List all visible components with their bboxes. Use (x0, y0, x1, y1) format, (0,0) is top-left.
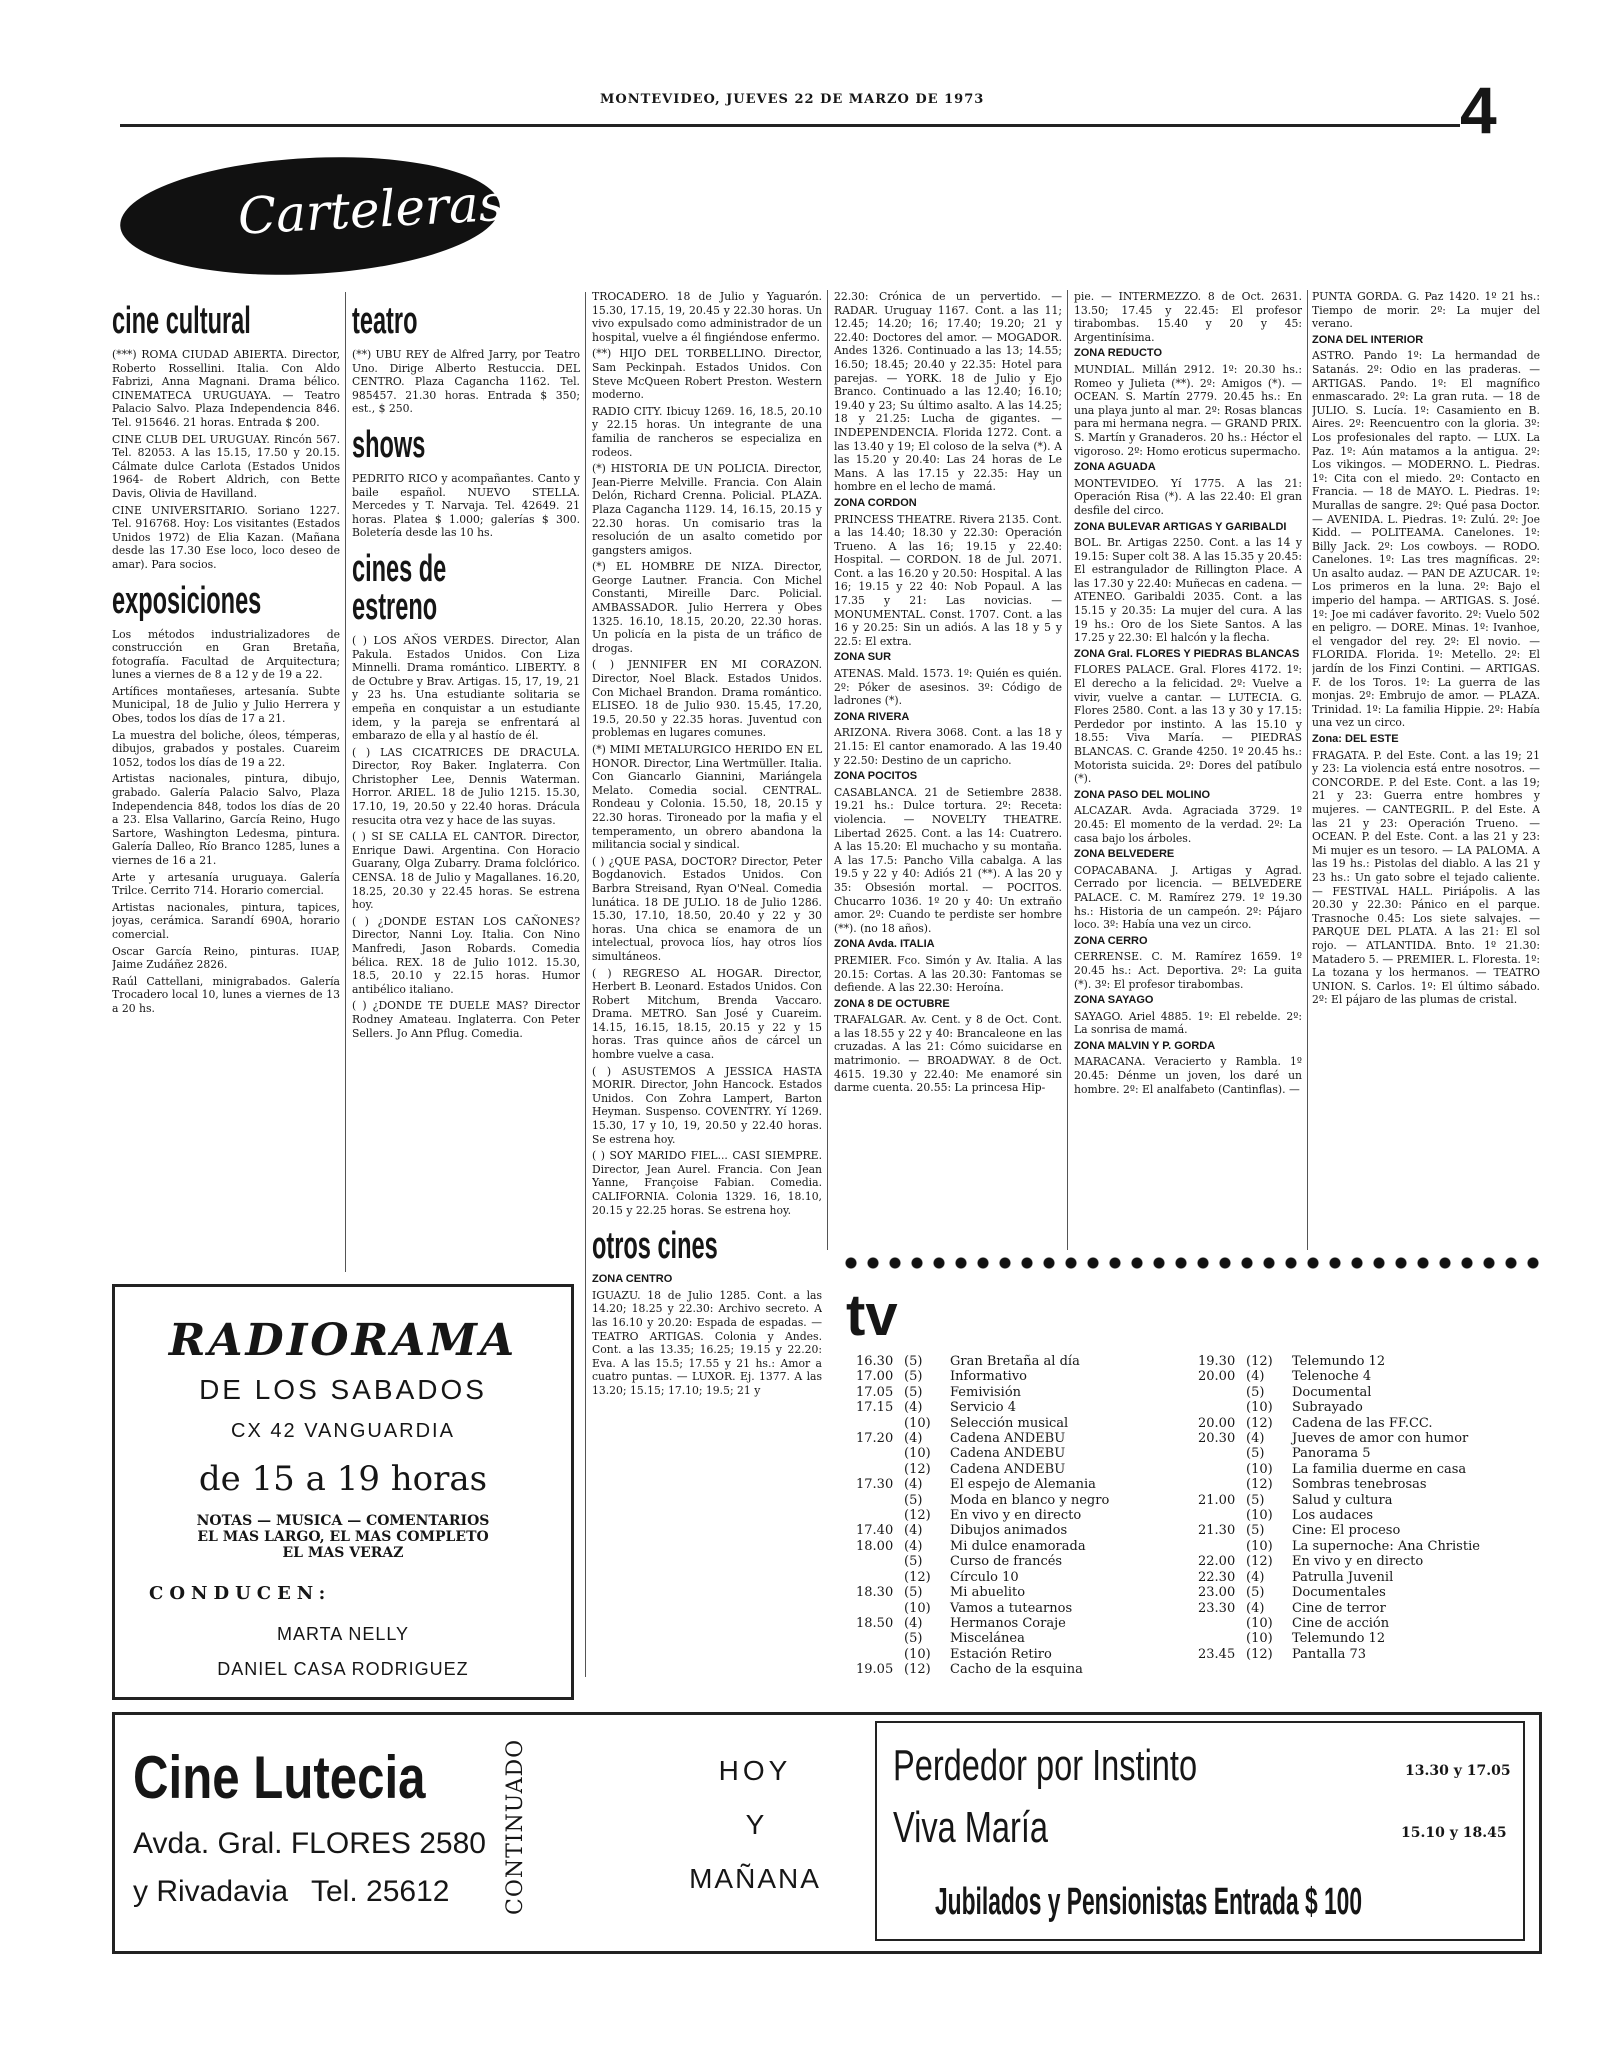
tv-channel: (5) (904, 1585, 923, 1601)
zone-heading: ZONA BULEVAR ARTIGAS Y GARIBALDI (1074, 520, 1287, 533)
tv-program: Panorama 5 (1292, 1446, 1371, 1462)
film-2-times: 15.10 y 18.45 (1401, 1825, 1507, 1841)
tv-time: 20.30 (1198, 1431, 1236, 1447)
tv-channel: (10) (1246, 1400, 1273, 1416)
tv-time: 17.30 (856, 1477, 894, 1493)
tv-channel: (4) (1246, 1431, 1265, 1447)
listing: (*) MIMI METALURGICO HERIDO EN EL HONOR. Director, Lina Wertmüller. Italia. Con Giancarlo Giannini, Mariángela Melato. Comedia social. CENTRAL. Rondeau y Colonia. 15.50, 18, 20.15 y 22.30 horas. Tironeado por la mafia y el temperamento, un obrero abandona la militancia social y sindical. (592, 743, 822, 852)
tv-channel: (5) (1246, 1523, 1265, 1539)
tv-channel: (5) (904, 1354, 923, 1369)
tv-time (1198, 1462, 1246, 1477)
tv-channel: (5) (904, 1492, 923, 1508)
tv-row (1198, 1647, 1538, 1662)
tv-program: Informativo (950, 1369, 1027, 1385)
tv-time (856, 1601, 904, 1616)
radiorama-tagline-1: NOTAS — MUSICA — COMENTARIOS (196, 1513, 490, 1529)
tv-channel: (4) (1246, 1369, 1265, 1385)
tv-channel: (12) (904, 1461, 931, 1477)
tv-program: Estación Retiro (950, 1646, 1052, 1662)
tv-row (1198, 1446, 1538, 1461)
lutecia-phone: Tel. 25612 (311, 1875, 450, 1908)
tv-time: 22.30 (1198, 1569, 1236, 1585)
tv-time: 17.00 (856, 1369, 894, 1385)
radiorama-host-2: DANIEL CASA RODRIGUEZ (217, 1659, 469, 1679)
tv-program: Pantalla 73 (1292, 1646, 1367, 1662)
tv-time: 17.40 (856, 1523, 894, 1539)
tv-row (1198, 1616, 1538, 1631)
lutecia-address: Avda. Gral. FLORES 2580 (133, 1827, 486, 1860)
tv-program: Selección musical (950, 1415, 1069, 1431)
tv-program: Patrulla Juvenil (1292, 1569, 1394, 1585)
tv-program: Mi dulce enamorada (950, 1538, 1086, 1554)
y-label: Y (745, 1809, 765, 1840)
radiorama-ad (112, 1284, 574, 1700)
tv-row (1198, 1601, 1538, 1616)
listing: PREMIER. Fco. Simón y Av. Italia. A las 20.15: Cortas. A las 20.30: Fantomas se defiende. A las 22.30: Heroína. (834, 953, 1062, 995)
tv-time: 23.00 (1198, 1585, 1236, 1601)
tv-row (1198, 1400, 1538, 1415)
hoy-label: HOY (718, 1755, 792, 1786)
tv-program: Los audaces (1292, 1508, 1374, 1524)
tv-program: Círculo 10 (950, 1569, 1019, 1585)
tv-row (856, 1508, 1186, 1523)
manana-label: MAÑANA (689, 1863, 821, 1894)
listing: TRAFALGAR. Av. Cent. y 8 de Oct. Cont. a las 18.55 y 22 y 40: Brancaleone en las cruzadas. A las 21: Cómo suicidarse en matrimonio. — BROADWAY. 8 de Oct. 4615. 19.30 y 22.40: Me enamoré sin darme cuenta. 20.55: La princesa Hip- (834, 1013, 1062, 1095)
dotted-separator (840, 1256, 1540, 1270)
tv-row (1198, 1477, 1538, 1492)
listing: pie. — INTERMEZZO. 8 de Oct. 2631. 13.50; 17.45 y 22.45: El profesor tirabombas. 15.40 y 20 y 45: Argentinísima. (1074, 290, 1302, 344)
film-2-title: Viva María (893, 1803, 1049, 1852)
tv-channel: (12) (1246, 1554, 1273, 1570)
listing: MUNDIAL. Millán 2912. 1º: 20.30 hs.: Romeo y Julieta (**). 2º: Amigos (*). — OCEAN. S. Martín 2779. 20.45 hs.: En una playa junto al mar. 2º: Rosas blancas para mi hermana negra. — GRAND PRIX. S. Martín y Granaderos. 20 hs.: Héctor el vigoroso. 2º: Homo eroticus supermacho. (1074, 362, 1302, 458)
tv-channel: (10) (904, 1446, 931, 1462)
zone-heading: ZONA Avda. ITALIA (834, 938, 935, 951)
radiorama-host-1: MARTA NELLY (276, 1624, 410, 1644)
zone-heading: ZONA CERRO (1074, 934, 1148, 947)
tv-time (1198, 1385, 1246, 1400)
tv-channel: (10) (1246, 1461, 1273, 1477)
listing: ( ) LOS AÑOS VERDES. Director, Alan Pakula. Estados Unidos. Con Liza Minnelli. Drama romántico. LIBERTY. 8 de Octubre y Brav. Artigas. 15, 17, 19, 21 y 23 hs. Una estudiante solitaria se empeña en conquistar a un estudiante idem, y la pareja se enfrentará al embarazo de ella y al hastío de él. (352, 633, 580, 743)
listing: BOL. Br. Artigas 2250. Cont. a las 14 y 19.15: Super colt 38. A las 15.35 y 20.45: El estrangulador de Rillington Place. A las 17.30 y 22.40: Muñecas en cadena. — ATENEO. Garibaldi 2035. Cont. a las 15.15 y 20.35: La mujer del cura. A las 19 hs.: Oro de los Siete Santos. A las 17.25 y 22.30: El halcón y la flecha. (1074, 536, 1302, 645)
tv-row (856, 1570, 1186, 1585)
tv-time: 17.20 (856, 1431, 894, 1447)
tv-row (856, 1662, 1186, 1677)
listing: Arte y artesanía uruguaya. Galería Trilce. Cerrito 714. Horario comercial. (112, 870, 340, 898)
tv-row (1198, 1508, 1538, 1523)
tv-row (1198, 1585, 1538, 1600)
tv-channel: (5) (904, 1384, 923, 1400)
tv-program: En vivo y en directo (1292, 1554, 1424, 1570)
listing: (**) UBU REY de Alfred Jarry, por Teatro Uno. Dirige Alberto Restuccia. DEL CENTRO. Plaza Cagancha 1162. Tel. 985457. 21.30 horas. Entrada $ 350; est., $ 250. (352, 348, 580, 416)
tv-channel: (4) (1246, 1600, 1265, 1616)
header-rule (120, 124, 1460, 127)
tv-program: Sombras tenebrosas (1292, 1477, 1427, 1493)
listing: ALCAZAR. Avda. Agraciada 3729. 1º 20.45: El momento de la verdad. 2º: La casa bajo los árboles. (1074, 804, 1302, 845)
tv-row (1198, 1369, 1538, 1384)
listing: Oscar García Reino, pinturas. IUAP, Jaime Zudáñez 2826. (112, 944, 340, 972)
tv-time: 18.30 (856, 1585, 894, 1601)
tv-program: Telenoche 4 (1292, 1369, 1372, 1385)
listing: IGUAZU. 18 de Julio 1285. Cont. a las 14.20; 18.25 y 22.30: Archivo secreto. A las 16.10 y 20.20: Espada de espadas. — TEATRO ARTIGAS. Colonia y Andes. Cont. a las 13.35; 16.25; 19.15 y 22.20: Eva. A las 15.5; 17.55 y 21 hs.: Amor a cuatro puntas. — LUXOR. Ej. 1377. A las 13.20; 15.15; 17.10; 19.5; 21 y (592, 1288, 822, 1397)
tv-row (856, 1369, 1186, 1384)
tv-channel: (12) (904, 1508, 931, 1524)
listing: ARIZONA. Rivera 3068. Cont. a las 18 y 21.15: El cantor enamorado. A las 19.40 y 22.50: Destino de un capricho. (834, 726, 1062, 767)
tv-time: 19.30 (1198, 1354, 1236, 1369)
tv-program: Cadena de las FF.CC. (1292, 1415, 1433, 1431)
tv-program: Documentales (1292, 1585, 1386, 1601)
logo-text: Carteleras (236, 173, 506, 246)
tv-time: 22.00 (1198, 1554, 1236, 1570)
tv-channel: (4) (904, 1477, 923, 1493)
tv-row (1198, 1416, 1538, 1431)
tv-row (856, 1477, 1186, 1492)
section-title-cine-cultural: cine cultural (112, 300, 251, 342)
tv-channel: (12) (1246, 1477, 1273, 1493)
tv-channel: (10) (904, 1646, 931, 1662)
tv-row (856, 1616, 1186, 1631)
listing: PUNTA GORDA. G. Paz 1420. 1º 21 hs.: Tiempo de morir. 2º: La mujer del verano. (1312, 290, 1540, 331)
tv-row (1198, 1431, 1538, 1446)
tv-program: Curso de francés (950, 1554, 1063, 1570)
zone-heading: ZONA AGUADA (1074, 461, 1156, 474)
tv-channel: (5) (1246, 1585, 1265, 1601)
tv-time (1198, 1539, 1246, 1554)
continuado-label: CONTINUADO (503, 1738, 528, 1915)
tv-row (856, 1462, 1186, 1477)
tv-time (1198, 1616, 1246, 1631)
tv-time (856, 1554, 904, 1569)
listing: ( ) ¿QUE PASA, DOCTOR? Director, Peter Bogdanovich. Estados Unidos. Con Barbra Streisand, Ryan O'Neal. Comedia lunática. 18 DE JULIO. 18 de Julio 1286. 15.30, 17.10, 18.50, 20.40 y 22 y 30 horas. Una chica se enamora de un intelectual, provoca líos, hay otros líos simultáneos. (592, 854, 822, 963)
section-title-teatro: teatro (352, 300, 418, 342)
tv-time (1198, 1400, 1246, 1415)
zone-heading: ZONA CORDON (834, 496, 917, 509)
tv-row (1198, 1631, 1538, 1646)
tv-row (856, 1446, 1186, 1461)
radiorama-line1: DE LOS SABADOS (199, 1374, 487, 1405)
listing: ( ) SOY MARIDO FIEL... CASI SIEMPRE. Director, Jean Aurel. Francia. Con Jean Yanne, Françoise Fabian. Comedia. CALIFORNIA. Colonia 1329. 16, 18.10, 20.15 y 22.25 horas. Se estrena hoy. (592, 1149, 822, 1217)
listing: ( ) JENNIFER EN MI CORAZON. Director, Noel Black. Estados Unidos. Con Michael Brandon. Drama romántico. ELISEO. 18 de Julio 930. 15.45, 17.20, 19.5, 20.50 y 22.35 horas. Juventud con problemas en lugares comunes. (592, 658, 822, 740)
tv-time (1198, 1477, 1246, 1492)
column-rule (1067, 290, 1068, 1250)
listing: MARACANA. Veracierto y Rambla. 1º 20.45: Dénme un joven, los daré un hombre. 2º: El analfabeto (Cantinflas). — (1074, 1055, 1302, 1096)
tv-program: Moda en blanco y negro (950, 1492, 1110, 1508)
tv-channel: (10) (1246, 1508, 1273, 1524)
tv-channel: (5) (904, 1369, 923, 1385)
tv-time: 18.00 (856, 1538, 894, 1554)
column-otros-cines-2 (834, 290, 1062, 1250)
listing: CASABLANCA. 21 de Setiembre 2838. 19.21 hs.: Dulce tortura. 2º: Receta: violencia. — NOVELTY THEATRE. Libertad 2625. Cont. a las 14: Cuatrero. A las 15.20: El muchacho y su montaña. A las 17.5: Pancho Villa cabalga. A las 19.5 y 22 y 40: Adiós 21 (**). A las 20 y 35: Obsesión mortal. — POCITOS. Chucarro 1036. 1º 20 y 40: Un extraño amor. 2º: Cuando te perdiste ser hombre (**). (no 18 años). (834, 785, 1062, 935)
zone-heading: ZONA REDUCTO (1074, 347, 1162, 360)
film-1-times: 13.30 y 17.05 (1405, 1763, 1511, 1779)
tv-program: Cacho de la esquina (950, 1662, 1083, 1678)
tv-channel: (10) (904, 1600, 931, 1616)
tv-row (1198, 1554, 1538, 1569)
tv-row (856, 1539, 1186, 1554)
tv-time: 23.30 (1198, 1600, 1236, 1616)
lutecia-ad (112, 1712, 1542, 1954)
tv-time (856, 1446, 904, 1461)
tv-row (856, 1493, 1186, 1508)
tv-program: Cine: El proceso (1292, 1523, 1401, 1539)
tv-channel: (4) (1246, 1569, 1265, 1585)
zone-heading: ZONA SAYAGO (1074, 994, 1154, 1007)
tv-time: 20.00 (1198, 1369, 1236, 1385)
listing: ASTRO. Pando 1º: La hermandad de Satanás. 2º: Odio en las praderas. — ARTIGAS. Pando. 1º: El magnífico enmascarado. 2º: La gran ruta. — 18 de JULIO. S. Lucía. 1º: Casamiento en B. Aires. 2º: Reencuentro con la gloria. 3º: Los profesionales del rapto. — LUX. La Paz. 1º: Aún matamos a la antigua. 2º: Los vikingos. — MODERNO. L. Piedras. 1º: Cita con el miedo. 2º: Contacto en Francia. — 18 de MAYO. L. Piedras. 1º: Murallas de sangre. 2º: Qué pasa Doctor. — AVENIDA. L. Piedras. 1º: Zulú. 2º: Joe Kidd. — POLITEAMA. Canelones. 1º: Billy Jack. 2º: Los cowboys. — RODO. Canelones. 1º: Las tres magníficas. 2º: Un asalto audaz. — PAN DE AZUCAR. 1º: Los primeros en la luna. 2º: Bajo el imperio del hampa. — ARTIGAS. S. José. 1º: Joe mi cadáver favorito. 2º: Vuelo 502 en peligro. — DORE. Minas. 1º: Ivanhoe, el vengador del rey. 2º: El novio. — FLORIDA. Florida. 1º: Metello. 2º: El jardín de los Finzi Contini. — ARTIGAS. F. de los Toros. 1º: La guerra de las monjas. 2º: Embrujo de amor. — PLAZA. Trinidad. 1º: La familia Hippie. 2º: Había una vez un circo. (1312, 349, 1540, 730)
radiorama-tagline-3: EL MAS VERAZ (282, 1545, 404, 1561)
tv-row (856, 1354, 1186, 1369)
tv-section (846, 1282, 1536, 1682)
tv-row (856, 1585, 1186, 1600)
zone-heading: Zona: DEL ESTE (1312, 733, 1399, 745)
section-title-shows: shows (352, 423, 426, 466)
tv-channel: (12) (904, 1662, 931, 1678)
listing: CERRENSE. C. M. Ramírez 1659. 1º 20.45 hs.: Act. Deportiva. 2º: La guita (*). 3º: El profesor tirabombas. (1074, 950, 1302, 991)
tv-program: La familia duerme en casa (1292, 1461, 1467, 1477)
listing: ATENAS. Mald. 1573. 1º: Quién es quién. 2º: Póker de asesinos. 3º: Código de ladrones (*). (834, 667, 1062, 708)
tv-program: Cine de terror (1292, 1600, 1386, 1616)
tv-program: Subrayado (1292, 1400, 1363, 1416)
radiorama-title: RADIORAMA (168, 1315, 518, 1366)
tv-program: En vivo y en directo (950, 1508, 1082, 1524)
listing: Artífices montañeses, artesanía. Subte Municipal, 18 de Julio y Julio Herrera y Obes, todos los días de 17 a 21. (112, 684, 340, 726)
tv-row (1198, 1354, 1538, 1369)
tv-row (1198, 1539, 1538, 1554)
tv-row (856, 1554, 1186, 1569)
tv-row (856, 1385, 1186, 1400)
tv-program: Cine de acción (1292, 1615, 1390, 1631)
tv-time (856, 1631, 904, 1646)
listing: (***) ROMA CIUDAD ABIERTA. Director, Roberto Rossellini. Italia. Con Aldo Fabrizi, Anna Magnani. Drama bélico. CINEMATECA URUGUAYA. — Teatro Palacio Salvo. Plaza Independencia 846. Tel. 915646. 21 horas. Entrada $ 200. (112, 348, 340, 429)
listing: MONTEVIDEO. Yí 1775. A las 21: Operación Risa (*). A las 22.40: El gran desfile del circo. (1074, 476, 1302, 517)
listing: ( ) ASUSTEMOS A JESSICA HASTA MORIR. Director, John Hancock. Estados Unidos. Con Zohra Lampert, Barton Heyman. Suspenso. COVENTRY. Yí 1269. 15.30, 17 y 10, 19, 20.50 y 22.40 horas. Se estrena hoy. (592, 1064, 822, 1146)
tv-program: Cadena ANDEBU (950, 1446, 1066, 1462)
radiorama-hours: de 15 a 19 horas (198, 1459, 488, 1499)
carteleras-logo (117, 148, 506, 284)
tv-time: 21.30 (1198, 1523, 1236, 1539)
listing: ( ) REGRESO AL HOGAR. Director, Herbert B. Leonard. Estados Unidos. Con Robert Mitchum, Brenda Vaccaro. Drama. METRO. San José y Cuareim. 14.15, 16.15, 18.15, 20.15 y 22 y 15 horas. Tras quince años de cárcel un hombre vuelve a casa. (592, 966, 822, 1062)
tv-program: El espejo de Alemania (950, 1477, 1096, 1493)
tv-time (1198, 1446, 1246, 1461)
listing: Artistas nacionales, pintura, tapices, joyas, cerámica. Sarandí 690A, horario comercial. (112, 900, 340, 941)
tv-program: Mi abuelito (950, 1585, 1026, 1601)
zone-heading: ZONA POCITOS (834, 770, 918, 783)
column-interior-este (1312, 290, 1540, 1250)
tv-time (856, 1493, 904, 1508)
column-estreno-continued (592, 290, 822, 1675)
tv-channel: (4) (904, 1538, 923, 1554)
zone-heading: ZONA SUR (834, 651, 892, 664)
tv-row (856, 1647, 1186, 1662)
section-title-exposiciones: exposiciones (112, 579, 262, 622)
zone-heading: ZONA RIVERA (834, 710, 910, 723)
listing: TROCADERO. 18 de Julio y Yaguarón. 15.30, 17.15, 19, 20.45 y 22.30 horas. Un vivo expulsado como administrador de un hospital, vuelve a él fingiéndose enfermo. (592, 290, 822, 344)
tv-program: Cadena ANDEBU (950, 1461, 1066, 1477)
section-title-cines-estreno: cines de estreno (352, 547, 447, 628)
tv-time (1198, 1508, 1246, 1523)
tv-program: Salud y cultura (1292, 1492, 1393, 1508)
tv-channel: (12) (904, 1569, 931, 1585)
listing: Los métodos industrializadores de construcción en Gran Bretaña, fotografía. Facultad de Arquitectura; lunes a viernes de 8 a 12 y de 19 a 22. (112, 627, 340, 682)
column-rule (345, 292, 346, 1272)
tv-row (1198, 1462, 1538, 1477)
tv-program: Cadena ANDEBU (950, 1431, 1066, 1447)
film-1-title: Perdedor por Instinto (893, 1741, 1198, 1790)
tv-right-column (1198, 1354, 1538, 1662)
tv-channel: (4) (904, 1523, 923, 1539)
tv-row (856, 1431, 1186, 1446)
tv-channel: (5) (904, 1631, 923, 1647)
tv-row (856, 1416, 1186, 1431)
tv-time (856, 1647, 904, 1662)
tv-row (856, 1601, 1186, 1616)
listing: (**) HIJO DEL TORBELLINO. Director, Sam Peckinpah. Estados Unidos. Con Steve McQueen Robert Preston. Western moderno. (592, 347, 822, 402)
tv-program: Hermanos Coraje (950, 1615, 1066, 1631)
tv-program: Miscelánea (950, 1631, 1025, 1647)
page-number: 4 (1460, 73, 1497, 147)
tv-program: Vamos a tutearnos (950, 1600, 1073, 1616)
listing: CINE CLUB DEL URUGUAY. Rincón 567. Tel. 82053. A las 15.15, 17.50 y 20.15. Cálmate dulce Carlota (Estados Unidos 1964- de Robert Aldrich, con Bette Davis, Olivia de Havilland. (112, 432, 340, 500)
tv-channel: (12) (1246, 1646, 1273, 1662)
tv-time: 20.00 (1198, 1415, 1236, 1431)
listing: La muestra del boliche, óleos, témperas, dibujos, grabados y postales. Cuareim 1052, todos los días de 19 a 22. (112, 728, 340, 769)
tv-row (1198, 1493, 1538, 1508)
tv-time: 21.00 (1198, 1492, 1236, 1508)
zone-heading: ZONA DEL INTERIOR (1312, 333, 1424, 346)
tv-time: 17.05 (856, 1384, 894, 1400)
zone-heading: ZONA Gral. FLORES Y PIEDRAS BLANCAS (1074, 647, 1300, 660)
tv-time (856, 1416, 904, 1431)
tv-row (1198, 1385, 1538, 1400)
listing: RADIO CITY. Ibicuy 1269. 16, 18.5, 20.10 y 22.15 horas. Un integrante de una familia de rancheros se especializa en rodeos. (592, 404, 822, 459)
tv-left-column (856, 1354, 1186, 1678)
tv-channel: (10) (1246, 1615, 1273, 1631)
tv-channel: (12) (1246, 1354, 1273, 1369)
tv-channel: (4) (904, 1615, 923, 1631)
tv-program: Jueves de amor con humor (1292, 1431, 1469, 1447)
column-cine-cultural (112, 292, 340, 1272)
tv-time: 16.30 (856, 1354, 894, 1369)
tv-channel: (5) (1246, 1384, 1265, 1400)
tv-row (856, 1523, 1186, 1538)
column-teatro (352, 292, 580, 1272)
listing: Raúl Cattellani, minigrabados. Galería Trocadero local 10, lunes a viernes de 13 a 20 hs. (112, 974, 340, 1015)
listing: PEDRITO RICO y acompañantes. Canto y baile español. NUEVO STELLA. Mercedes y T. Narvaja. Tel. 42649. 21 horas. Platea $ 1.000; galerías $ 300. Boletería desde las 10 hs. (352, 471, 580, 540)
tv-channel: (10) (1246, 1631, 1273, 1647)
radiorama-conducen: CONDUCEN: (149, 1583, 332, 1604)
listing: (*) HISTORIA DE UN POLICIA. Director, Jean-Pierre Melville. Francia. Con Alain Delón, Richard Crenna. Policial. PLAZA. Plaza Cagancha 1129. 14, 16.15, 20.15 y 22.30 horas. Un comisario tras la resolución de un asalto cometido por gangsters amigos. (592, 462, 822, 557)
dateline: MONTEVIDEO, JUEVES 22 DE MARZO DE 1973 (600, 92, 985, 107)
tv-time (856, 1462, 904, 1477)
lutecia-address-2: y Rivadavia (133, 1875, 289, 1908)
lutecia-name: Cine Lutecia (133, 1744, 426, 1811)
tv-program: Gran Bretaña al día (950, 1354, 1080, 1369)
listing: ( ) LAS CICATRICES DE DRACULA. Director, Roy Baker. Inglaterra. Con Christopher Lee, Dennis Waterman. Horror. ARIEL. 18 de Julio 1215. 15.30, 17.10, 19, 20.50 y 22.40 horas. Drácula resucita otra vez y hace de las suyas. (352, 745, 580, 827)
listing: COPACABANA. J. Artigas y Agrad. Cerrado por licencia. — BELVEDERE PALACE. C. M. Ramírez 279. 1º 19.30 hs.: Historia de un campeón. 2º: Pájaro loco. 3º: Había una vez un circo. (1074, 863, 1302, 932)
tv-time (1198, 1631, 1246, 1646)
listing: FRAGATA. P. del Este. Cont. a las 19; 21 y 23: La violencia está entre nosotros. — CONCORDE. P. del Este. Cont. a las 19; 21 y 23: Guerra entre hombres y mujeres. — CANTEGRIL. P. del Este. A las 21 y 23: Operación Trueno. — OCEAN. P. del Este. Cont. a las 21 y 23: Mi mujer es un tesoro. — LA PALOMA. A las 19 hs.: Pistolas del diablo. A las 21 y 23 hs.: Un gato sobre el tejado caliente. — FESTIVAL HALL. Piriápolis. A las 20.30 y 22.30: Pánico en el parque. Trasnoche 0.45: Los siete salvajes. — PARQUE DEL PLATA. A las 21: El sol rojo. — ATLANTIDA. Bnto. 1º 21.30: Matadero 5. — PREMIER. L. Floresta. 1º: La tozana y los hermanos. — TEATRO UNION. S. Carlos. 1º: El último sábado. 2º: El pájaro de las plumas de cristal. (1312, 748, 1540, 1007)
tv-channel: (4) (904, 1431, 923, 1447)
listing: 22.30: Crónica de un pervertido. — RADAR. Uruguay 1167. Cont. a las 11; 12.45; 14.20; 16; 17.40; 19.20; 21 y 22.40: Doctores del amor. — MOGADOR. Andes 1326. Continuado a las 13; 14.55; 16.50; 18.45; 20.40 y 22.35: Hotel para parejas. — YORK. 18 de Julio y Ejo Branco. Continuado a las 12.40; 16.10; 19.40 y 23; Su último asalto. A las 14.25; 18 y 21.25: Lucha de gigantes. — INDEPENDENCIA. Florida 1272. Cont. a las 13.40 y 19; El coloso de la selva (*). A las 15.20 y 20.40: Las 24 horas de Le Mans. A las 17.15 y 22.35: Hay un hombre en el lecho de mamá. (834, 290, 1062, 494)
zone-heading: ZONA 8 DE OCTUBRE (834, 997, 950, 1010)
tv-program: Documental (1292, 1384, 1372, 1400)
tv-channel: (5) (904, 1554, 923, 1570)
listing: PRINCESS THEATRE. Rivera 2135. Cont. a las 14.40; 18.30 y 22.30: Operación Trueno. A las 16; 19.15 y 22.40: Hospital. — CORDON. 18 de Jul. 2071. Cont. a las 16.20 y 20.50: Hospital. A las 16; 19.15 y 22 40: Nob Popaul. A las 17.35 y 21: Las novicias. — MONUMENTAL. Const. 1707. Cont. a las 16 y 20.25: Sin un adiós. A las 18 y 5 y 22.5: El extra. (834, 512, 1062, 648)
listing: ( ) SI SE CALLA EL CANTOR. Director, Enrique Dawi. Argentina. Con Horacio Guarany, Olga Zubarry. Drama folclórico. CENSA. 18 de Julio y Magallanes. 16.20, 18.25, 20.30 y 22.45 horas. Se estrena hoy. (352, 830, 580, 912)
tv-program: Femivisión (950, 1384, 1022, 1400)
listing: FLORES PALACE. Gral. Flores 4172. 1º: El derecho a la felicidad. 2º: Vuelve a vivir, vuelve a cantar. — LUTECIA. G. Flores 2580. Cont. a las 13 y 30 y 17.15: Perdedor por instinto. A las 15.10 y 18.55: Viva María. — PIEDRAS BLANCAS. C. Grande 4250. 1º 20.45 hs.: Motorista suicida. 2º: Dores del patíbulo (*). (1074, 663, 1302, 786)
listing: ( ) ¿DONDE ESTAN LOS CAÑONES? Director, Nanni Loy. Italia. Con Nino Manfredi, Jason Robards. Comedia bélica. REX. 18 de Julio 1012. 15.30, 18.5, 20.10 y 22.15 horas. Humor antibélico italiano. (352, 914, 580, 996)
zone-heading: ZONA CENTRO (592, 1273, 673, 1286)
tv-channel: (5) (1246, 1492, 1265, 1508)
column-rule (827, 290, 828, 1250)
tv-channel: (10) (1246, 1538, 1273, 1554)
radiorama-tagline-2: EL MAS LARGO, EL MAS COMPLETO (197, 1529, 489, 1545)
tv-program: Dibujos animados (950, 1523, 1068, 1539)
section-title-otros-cines: otros cines (592, 1225, 718, 1268)
tv-row (856, 1631, 1186, 1646)
column-rule (585, 292, 586, 1677)
listing: CINE UNIVERSITARIO. Soriano 1227. Tel. 916768. Hoy: Los visitantes (Estados Unidos 1972) de Elia Kazan. (Mañana desde las 17.30 Ese loco, loco deseo de amar). Para socios. (112, 503, 340, 571)
tv-channel: (12) (1246, 1415, 1273, 1431)
tv-channel: (10) (904, 1415, 931, 1431)
tv-time: 19.05 (856, 1662, 894, 1678)
tv-program: La supernoche: Ana Christie (1292, 1538, 1480, 1554)
promo-text: Jubilados y Pensionistas Entrada $ 100 (935, 1881, 1363, 1923)
tv-channel: (5) (1246, 1446, 1265, 1462)
listing: SAYAGO. Ariel 4885. 1º: El rebelde. 2º: La sonrisa de mamá. (1074, 1009, 1302, 1037)
column-rule (1307, 290, 1308, 1250)
tv-time: 17.15 (856, 1400, 894, 1416)
listing: Artistas nacionales, pintura, dibujo, grabado. Galería Palacio Salvo, Plaza Independencia 848, todos los días de 20 a 23. Elsa Vallarino, García Reino, Hugo Sartore, Washington Ledesma, pintura. Galería Dalleo, Río Branco 1285, lunes a viernes de 16 a 21. (112, 772, 340, 867)
zone-heading: ZONA BELVEDERE (1074, 848, 1175, 861)
zone-heading: ZONA PASO DEL MOLINO (1074, 788, 1211, 801)
tv-row (1198, 1523, 1538, 1538)
tv-program: Telemundo 12 (1292, 1631, 1386, 1647)
column-otros-cines-3 (1074, 290, 1302, 1250)
tv-time (856, 1508, 904, 1523)
listing: (*) EL HOMBRE DE NIZA. Director, George Lautner. Francia. Con Michel Constanti, Mireille Darc. Policial. AMBASSADOR. Julio Herrera y Obes 1325. 16.10, 18.15, 20.20, 22.30 horas. Un policía en la pista de un tráfico de drogas. (592, 560, 822, 655)
tv-time: 18.50 (856, 1615, 894, 1631)
tv-channel: (4) (904, 1400, 923, 1416)
tv-time (856, 1570, 904, 1585)
tv-program: Telemundo 12 (1292, 1354, 1386, 1369)
tv-time: 23.45 (1198, 1646, 1236, 1662)
tv-title: tv (846, 1283, 898, 1348)
tv-row (856, 1400, 1186, 1415)
radiorama-station: CX 42 VANGUARDIA (231, 1420, 455, 1442)
tv-row (1198, 1570, 1538, 1585)
tv-program: Servicio 4 (950, 1400, 1016, 1416)
zone-heading: ZONA MALVIN Y P. GORDA (1074, 1039, 1216, 1052)
listing: ( ) ¿DONDE TE DUELE MAS? Director Rodney Amateau. Inglaterra. Con Peter Sellers. Jo Ann Pflug. Comedia. (352, 999, 580, 1040)
